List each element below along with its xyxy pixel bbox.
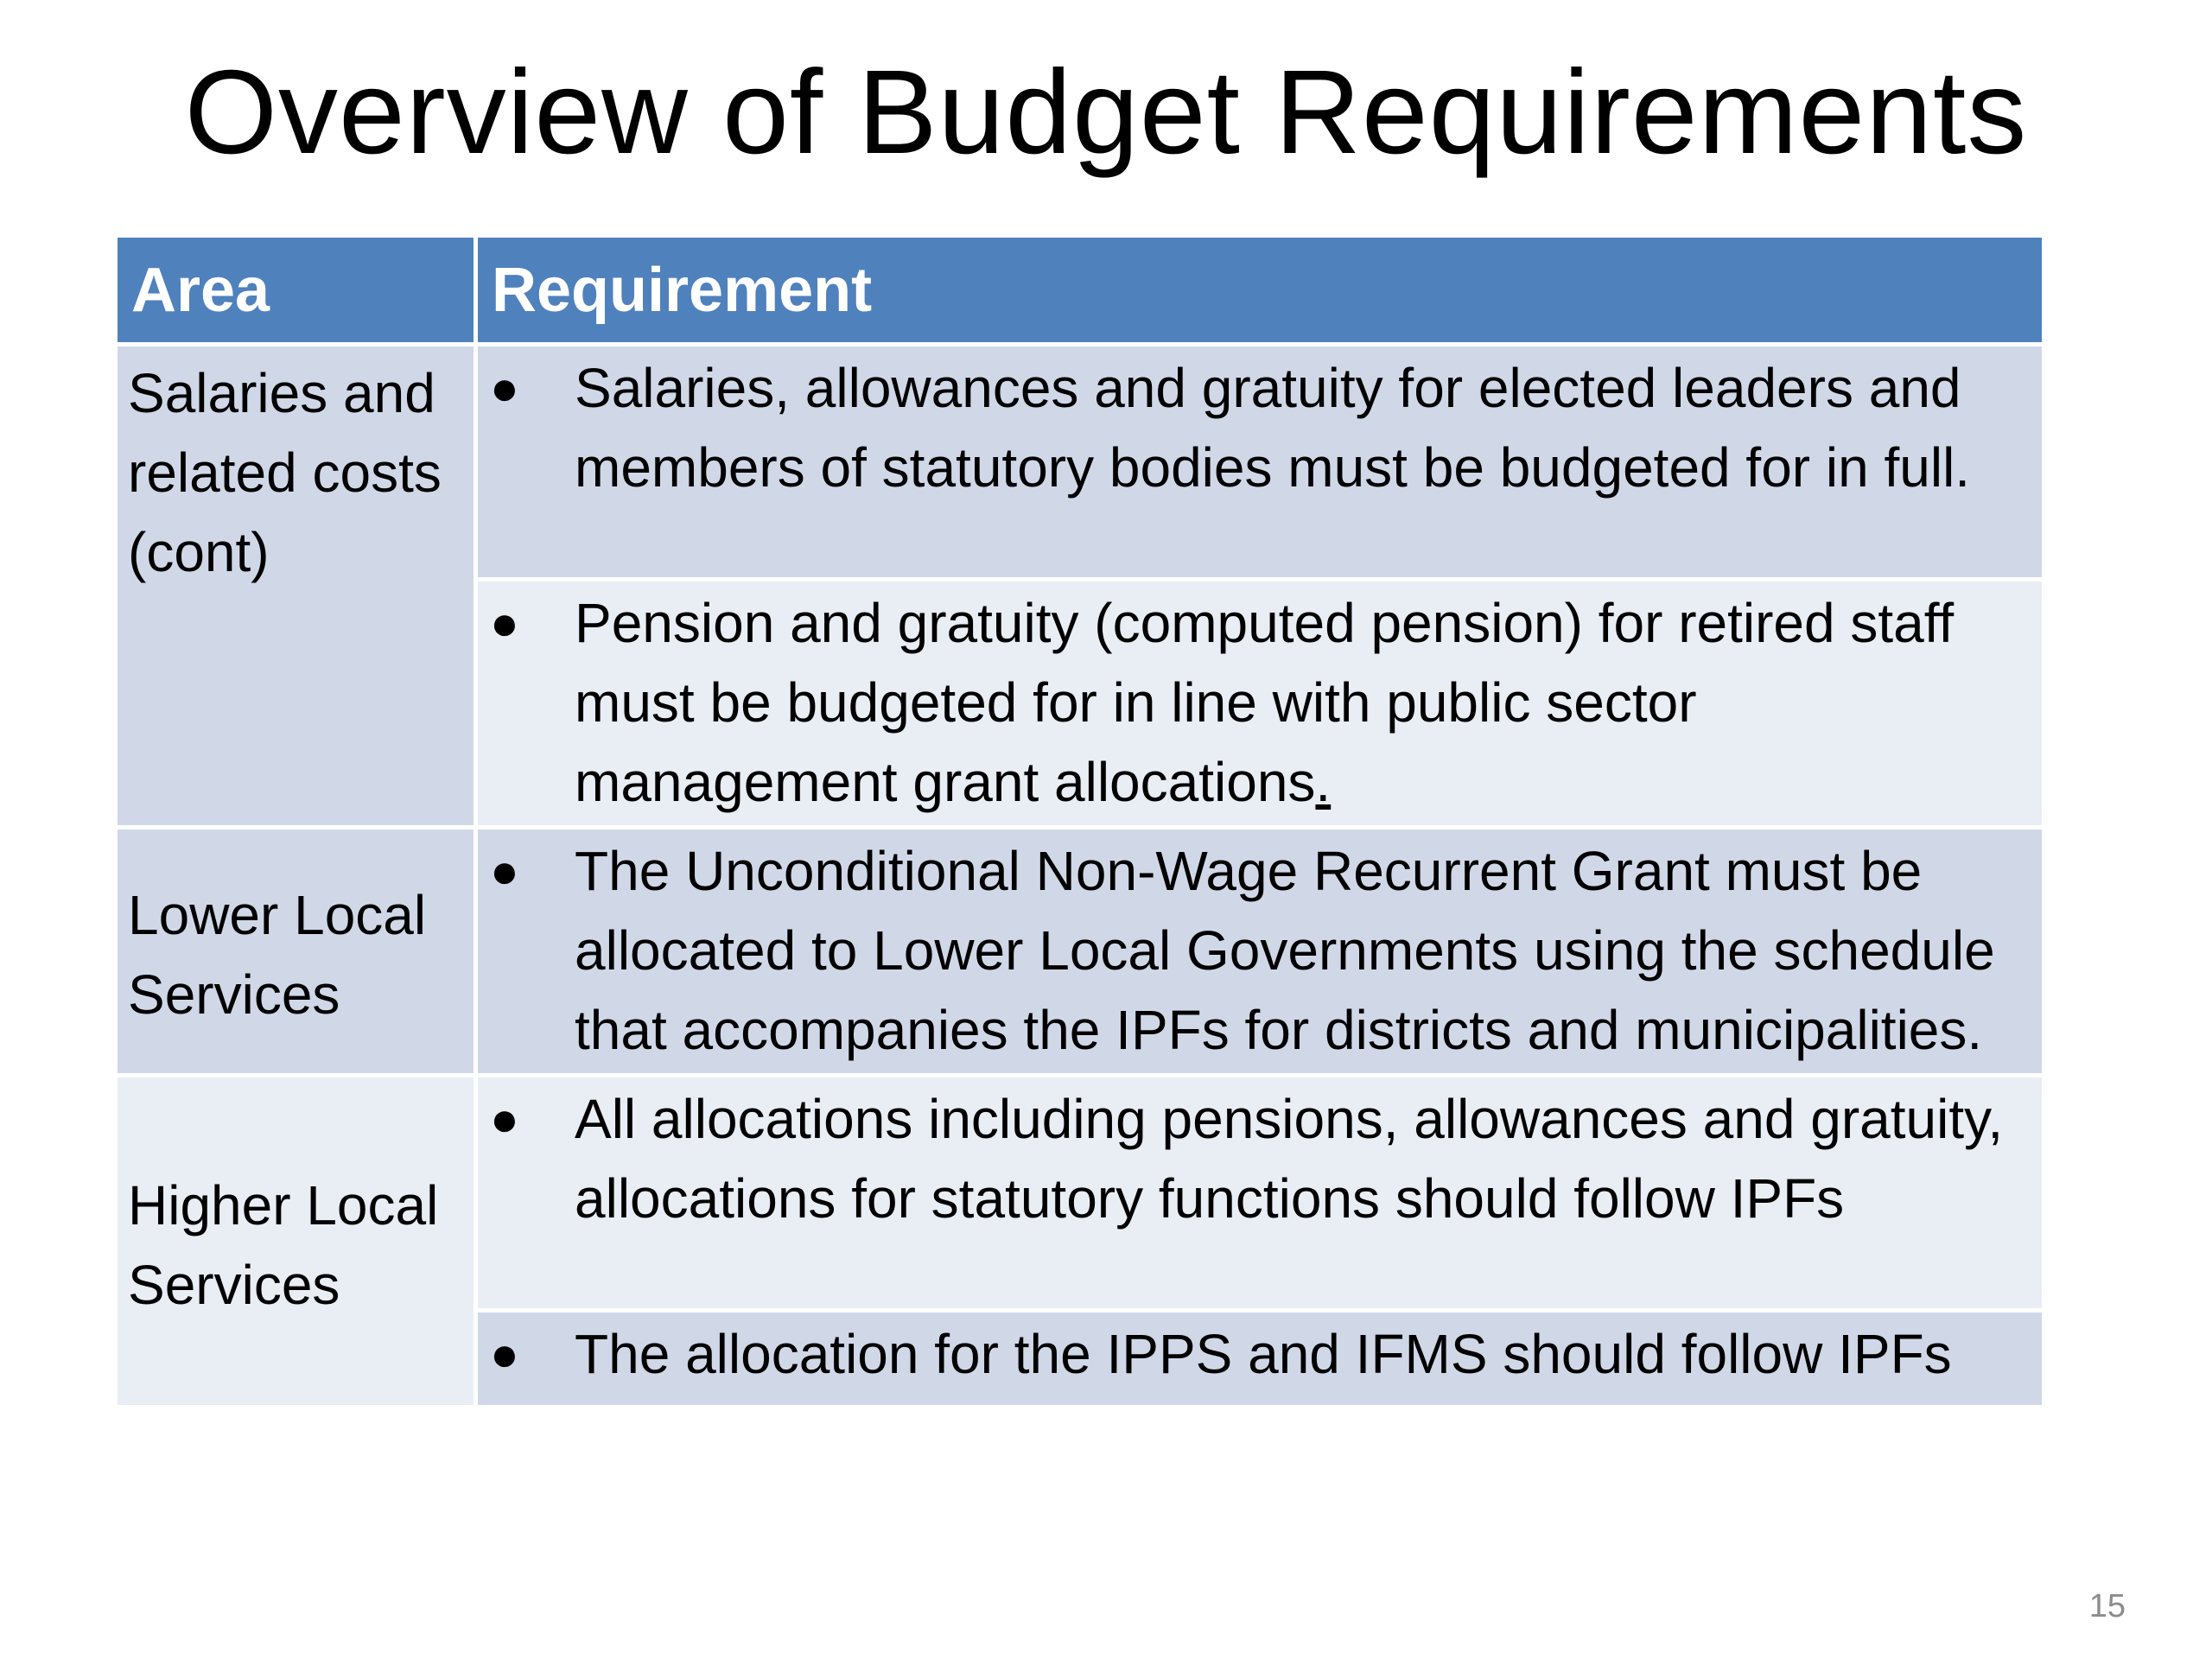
requirements-table bbox=[113, 233, 2046, 1409]
requirement-cell bbox=[476, 1076, 2044, 1311]
column-header-area: Area bbox=[116, 236, 476, 345]
bullet-icon: ● bbox=[490, 595, 519, 650]
area-cell-salaries: Salaries and related costs (cont) bbox=[116, 345, 476, 828]
table-row bbox=[116, 1076, 2044, 1311]
requirement-cell bbox=[476, 828, 2044, 1076]
requirement-text: Salaries, allowances and gratuity for elected leaders and members of statutory bodies must be budgeted for in full. bbox=[575, 357, 1971, 499]
page-title: Overview of Budget Requirements bbox=[184, 46, 2028, 179]
list-item bbox=[478, 582, 2042, 825]
list-item bbox=[478, 346, 2042, 511]
requirement-text: All allocations including pensions, allowances and gratuity, allocations for statutory functions should follow IPFs bbox=[575, 1088, 2004, 1230]
page-number: 15 bbox=[2088, 1588, 2126, 1624]
area-cell-higher-local: Higher Local Services bbox=[116, 1076, 476, 1408]
table-row bbox=[116, 345, 2044, 580]
table-header-row bbox=[116, 236, 2044, 345]
underlined-period: . bbox=[1315, 751, 1332, 813]
requirement-cell bbox=[476, 345, 2044, 580]
requirement-text-wrap bbox=[575, 583, 2024, 822]
requirement-text: Pension and gratuity (computed pension) for retired staff must be budgeted for in line with public sector management grant allocations bbox=[575, 592, 1955, 813]
requirement-cell bbox=[476, 580, 2044, 828]
column-header-requirement: Requirement bbox=[476, 236, 2044, 345]
requirement-text: The Unconditional Non-Wage Recurrent Grant must be allocated to Lower Local Governments using the schedule that accompanies the IPFs for districts and municipalities. bbox=[575, 840, 1995, 1061]
bullet-icon: ● bbox=[490, 1326, 519, 1381]
area-cell-lower-local: Lower Local Services bbox=[116, 828, 476, 1076]
bullet-icon: ● bbox=[490, 843, 519, 898]
list-item bbox=[478, 830, 2042, 1073]
requirement-text: The allocation for the IPPS and IFMS should follow IPFs bbox=[575, 1323, 1952, 1385]
bullet-icon: ● bbox=[490, 360, 519, 415]
list-item bbox=[478, 1313, 2042, 1397]
list-item bbox=[478, 1077, 2042, 1242]
bullet-icon: ● bbox=[490, 1091, 519, 1146]
table-row bbox=[116, 828, 2044, 1076]
requirement-cell bbox=[476, 1311, 2044, 1408]
